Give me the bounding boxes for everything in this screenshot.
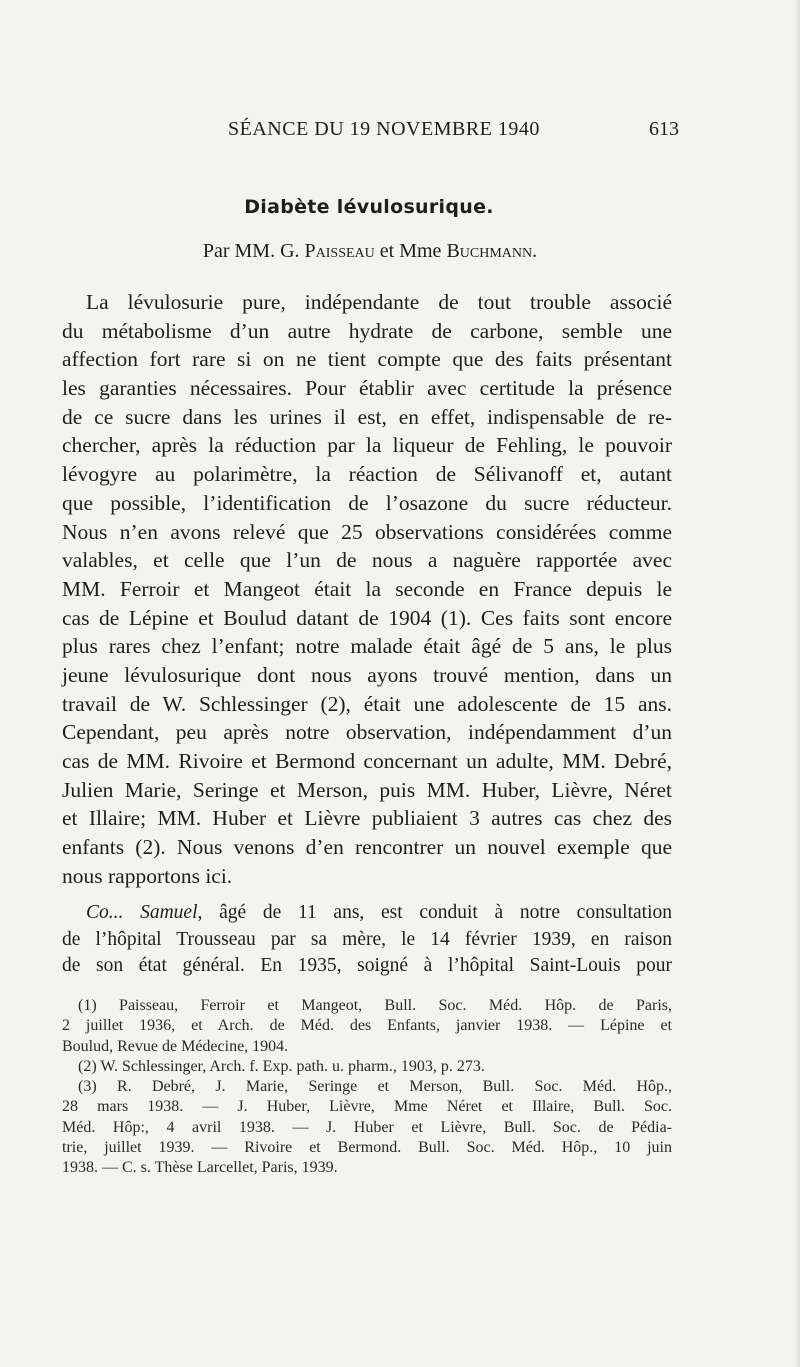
article-title: Diabète lévulosurique. xyxy=(244,196,494,218)
footnote-line: (2) W. Schlessinger, Arch. f. Exp. path. u. pharm., 1903, p. 273. xyxy=(78,1057,485,1075)
footnote-line: trie, juillet 1939. — Rivoire et Bermond. Bull. Soc. Méd. Hôp., 10 juin xyxy=(62,1139,672,1157)
text-line: lévogyre au polarimètre, la réaction de Sélivanoff et, autant xyxy=(62,462,672,487)
case-name: Co... Samuel, xyxy=(86,902,203,923)
text-line: MM. Ferroir et Mangeot était la seconde en France depuis le xyxy=(62,576,672,601)
byline-prefix: Par MM. G. xyxy=(202,240,300,262)
footnote-line: (3) R. Debré, J. Marie, Seringe et Merson, Bull. Soc. Méd. Hôp., xyxy=(78,1078,672,1096)
page-number: 613 xyxy=(649,118,679,140)
text-line: et Illaire; MM. Huber et Lièvre publiaient 3 autres cas chez des xyxy=(62,806,672,831)
author-2: Buchmann. xyxy=(446,240,538,262)
footnote-line: 2 juillet 1936, et Arch. de Méd. des Enfants, janvier 1938. — Lépine et xyxy=(62,1017,672,1035)
text-line: nous rapportons ici. xyxy=(62,863,233,888)
text-line: travail de W. Schlessinger (2), était une adolescente de 15 ans. xyxy=(62,691,672,716)
text-line: enfants (2). Nous venons d’en rencontrer un nouvel exemple que xyxy=(62,835,672,860)
author-1: Paisseau xyxy=(304,240,375,262)
footnote-line: (1) Paisseau, Ferroir et Mangeot, Bull. Soc. Méd. Hôp. de Paris, xyxy=(78,997,672,1014)
text-line: jeune lévulosurique dont nous ayons trouvé mention, dans un xyxy=(62,662,672,687)
text-line: Julien Marie, Seringe et Merson, puis MM. Huber, Lièvre, Néret xyxy=(62,777,672,802)
text-line xyxy=(62,900,672,927)
text-line: les garanties nécessaires. Pour établir avec certitude la présence xyxy=(62,376,672,401)
text-line: cas de MM. Rivoire et Bermond concernant un adulte, MM. Debré, xyxy=(62,749,672,773)
byline-mid: et Mme xyxy=(379,240,442,262)
footnote-line: 28 mars 1938. — J. Huber, Lièvre, Mme Néret et Illaire, Bull. Soc. xyxy=(62,1098,672,1116)
paragraph-1 xyxy=(62,288,672,890)
paragraph-2 xyxy=(62,900,672,980)
text-line: La lévulosurie pure, indépendante de tout trouble associé xyxy=(86,290,672,314)
text-line: que possible, l’identification de l’osazone du sucre réducteur. xyxy=(62,490,672,515)
text-fragment: âgé de 11 ans, est conduit à notre consultation xyxy=(219,902,672,923)
text-line: affection fort rare si on ne tient compte que des faits présentant xyxy=(62,347,672,372)
footnote-line: Boulud, Revue de Médecine, 1904. xyxy=(62,1037,289,1055)
footnotes xyxy=(62,996,672,1179)
text-line: de ce sucre dans les urines il est, en effet, indispensable de re- xyxy=(62,404,672,429)
footnote-line: 1938. — C. s. Thèse Larcellet, Paris, 1939. xyxy=(62,1159,338,1177)
text-line: du métabolisme d’un autre hydrate de carbone, semble une xyxy=(62,318,672,343)
byline xyxy=(0,240,740,263)
footnote-line: Méd. Hôp:, 4 avril 1938. — J. Huber et Lièvre, Bull. Soc. de Pédia- xyxy=(62,1118,672,1136)
text-line: valables, et celle que l’un de nous a naguère rapportée avec xyxy=(62,548,672,573)
text-line: Cependant, peu après notre observation, indépendamment d’un xyxy=(62,720,672,745)
text-line: plus rares chez l’enfant; notre malade était âgé de 5 ans, le plus xyxy=(62,634,672,659)
running-title: SÉANCE DU 19 NOVEMBRE 1940 xyxy=(228,118,540,140)
running-header xyxy=(62,118,679,148)
text-line: cas de Lépine et Boulud datant de 1904 (1). Ces faits sont encore xyxy=(62,605,672,630)
text-line: de son état général. En 1935, soigné à l’hôpital Saint-Louis pour xyxy=(62,955,672,976)
page-edge-shadow xyxy=(794,0,800,1367)
text-line: Nous n’en avons relevé que 25 observations considérées comme xyxy=(62,519,672,544)
text-line: chercher, après la réduction par la liqueur de Fehling, le pouvoir xyxy=(62,433,672,458)
text-line: de l’hôpital Trousseau par sa mère, le 14 février 1939, en raison xyxy=(62,928,672,950)
